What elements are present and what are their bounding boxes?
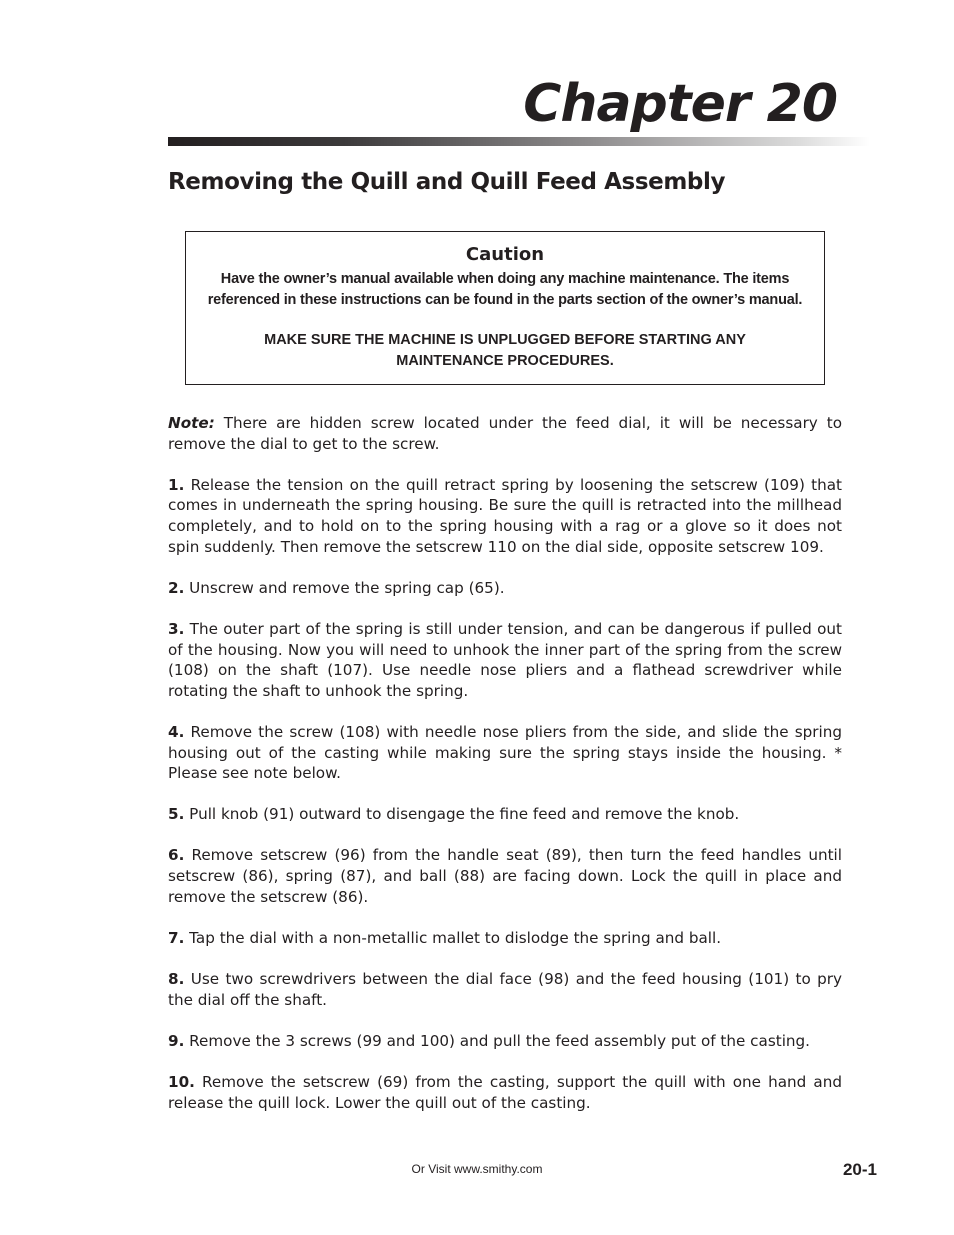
step-number: 4.: [168, 722, 185, 741]
caution-warning: [186, 330, 824, 372]
caution-warning-line: MAKE SURE THE MACHINE IS UNPLUGGED BEFORE STARTING ANY: [264, 332, 746, 348]
step-number: 3.: [168, 619, 185, 638]
step-paragraph: [168, 619, 842, 701]
step-number: 6.: [168, 846, 185, 865]
step-number: 8.: [168, 970, 185, 989]
caution-text-line: Have the owner’s manual available when doing any machine maintenance. The items: [220, 271, 790, 287]
step-text: Pull knob (91) outward to disengage the fine feed and remove the knob.: [184, 805, 740, 824]
step-number: 1.: [168, 475, 185, 494]
caution-box: [185, 231, 825, 385]
step-paragraph: [168, 845, 842, 907]
step-number: 5.: [168, 805, 185, 824]
step-text: Use two screwdrivers between the dial face (98) and the feed housing (101) to pry the dial off the shaft.: [168, 970, 842, 1009]
section-title: Removing the Quill and Quill Feed Assembly: [168, 169, 726, 195]
caution-text: [186, 269, 824, 311]
footer-website: Or Visit www.smithy.com: [411, 1162, 543, 1176]
step-paragraph: [168, 578, 842, 599]
step-text: The outer part of the spring is still under tension, and can be dangerous if pulled out of the housing. Now you will need to unhook the inner part of the spring from the screw (108) on the shaft (107). Use needle nose pliers and a flathead screwdriver while rotating the shaft to unhook the spring.: [168, 619, 842, 700]
chapter-title: Chapter 20: [523, 74, 837, 134]
step-text: Remove the screw (108) with needle nose pliers from the side, and slide the spring housing out of the casting while making sure the spring stays inside the housing. * Please see note below.: [168, 722, 842, 783]
step-paragraph: [168, 969, 842, 1010]
caution-warning-line: MAINTENANCE PROCEDURES.: [396, 353, 614, 369]
step-number: 7.: [168, 928, 185, 947]
caution-text-line: referenced in these instructions can be found in the parts section of the owner’s manual.: [207, 292, 803, 308]
note-paragraph: [168, 413, 842, 454]
step-paragraph: [168, 1072, 842, 1113]
step-paragraph: [168, 475, 842, 557]
step-paragraph: [168, 804, 842, 825]
page-number: 20-1: [842, 1160, 877, 1179]
step-text: Release the tension on the quill retract spring by loosening the setscrew (109) that comes in underneath the spring housing. Be sure the quill is retracted into the millhead completely, and to hold on to the spring housing with a rag or a glove so it does not spin suddenly. Then remove the setscrew 110 on the dial side, opposite setscrew 109.: [168, 475, 842, 556]
step-paragraph: [168, 928, 842, 949]
step-paragraph: [168, 722, 842, 784]
step-text: Remove setscrew (96) from the handle seat (89), then turn the feed handles until setscrew (86), spring (87), and ball (88) are facing down. Lock the quill in place and remove the setscrew (86).: [168, 846, 842, 906]
step-text: Remove the 3 screws (99 and 100) and pull the feed assembly put of the casting.: [184, 1031, 811, 1050]
step-text: Unscrew and remove the spring cap (65).: [184, 578, 505, 597]
step-number: 10.: [168, 1073, 195, 1091]
instructions-body: [168, 413, 842, 1134]
step-text: Remove the setscrew (69) from the casting, support the quill with one hand and release the quill lock. Lower the quill out of the casting.: [168, 1073, 842, 1112]
step-number: 2.: [168, 578, 185, 597]
caution-heading: Caution: [465, 244, 545, 265]
step-number: 9.: [168, 1031, 185, 1050]
step-paragraph: [168, 1031, 842, 1052]
note-text: There are hidden screw located under the feed dial, it will be necessary to remove the dial to get to the screw.: [168, 414, 842, 453]
chapter-divider: [168, 137, 870, 146]
step-text: Tap the dial with a non-metallic mallet to dislodge the spring and ball.: [184, 928, 722, 947]
note-label: Note:: [168, 414, 215, 432]
